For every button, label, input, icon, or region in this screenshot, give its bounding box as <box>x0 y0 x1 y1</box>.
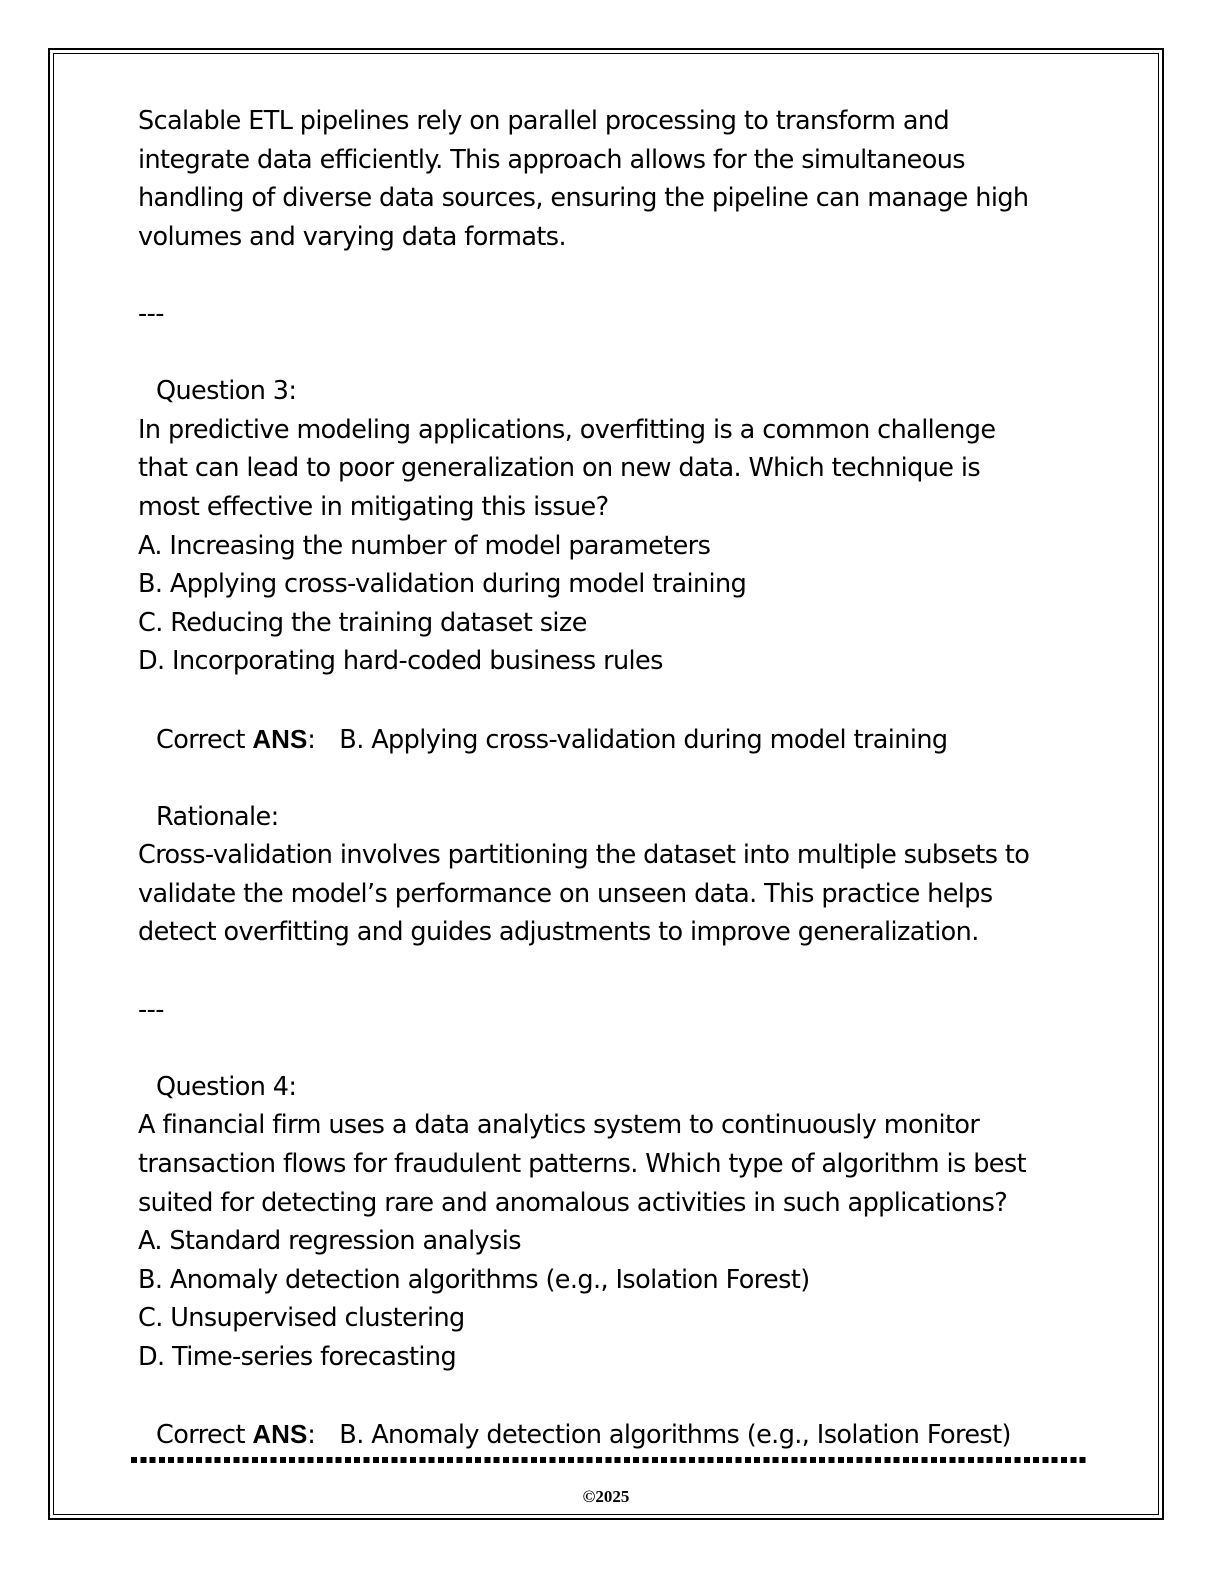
question-4 <box>138 1068 1098 1455</box>
question-3 <box>138 372 1098 952</box>
option-d: D. Time-series forecasting <box>138 1342 457 1372</box>
answer-colon: : <box>307 1420 316 1451</box>
page-border <box>48 48 1164 1520</box>
copyright-footer: ©2025 <box>582 1487 630 1506</box>
answer-value: B. Anomaly detection algorithms (e.g., Isolation Forest) <box>339 1420 1011 1451</box>
page-border-inner <box>53 53 1159 1515</box>
option-c: C. Unsupervised clustering <box>138 1303 465 1334</box>
previous-rationale <box>138 102 1098 256</box>
answer-prefix: Correct <box>156 1420 253 1451</box>
answer-colon: : <box>307 724 316 755</box>
question-stem-line: transaction flows for fraudulent patterns. Which type of algorithm is best <box>138 1149 1026 1180</box>
option-a: A. Increasing the number of model parameters <box>138 530 711 561</box>
rationale-line: detect overfitting and guides adjustments to improve generalization. <box>138 917 979 948</box>
option-d: D. Incorporating hard-coded business rules <box>138 646 663 677</box>
answer-label: ANS <box>252 1419 308 1450</box>
answer-value: B. Applying cross-validation during model training <box>339 724 948 755</box>
option-a: A. Standard regression analysis <box>138 1226 521 1257</box>
dotted-divider <box>131 1457 1089 1463</box>
correct-answer <box>138 720 1098 760</box>
text-line: volumes and varying data formats. <box>138 221 566 252</box>
text-line: handling of diverse data sources, ensuring the pipeline can manage high <box>138 183 1029 214</box>
question-heading: Question 4: <box>156 1071 297 1102</box>
question-stem-line: In predictive modeling applications, overfitting is a common challenge <box>138 414 996 445</box>
question-heading: Question 3: <box>156 376 297 407</box>
answer-prefix: Correct <box>156 724 253 755</box>
text-line: Scalable ETL pipelines rely on parallel processing to transform and <box>138 106 950 136</box>
rationale-heading: Rationale: <box>156 801 279 832</box>
option-b: B. Applying cross-validation during model training <box>138 569 747 600</box>
option-b: B. Anomaly detection algorithms (e.g., Isolation Forest) <box>138 1264 810 1295</box>
question-stem-line: that can lead to poor generalization on new data. Which technique is <box>138 453 981 484</box>
option-c: C. Reducing the training dataset size <box>138 607 587 638</box>
text-line: integrate data efficiently. This approach allows for the simultaneous <box>138 144 965 175</box>
rationale-line: validate the model’s performance on unseen data. This practice helps <box>138 878 993 909</box>
document-body <box>138 102 1098 1455</box>
question-stem-line: most effective in mitigating this issue? <box>138 491 609 522</box>
answer-label: ANS <box>252 723 308 754</box>
question-stem-line: suited for detecting rare and anomalous activities in such applications? <box>138 1187 1008 1218</box>
question-stem-line: A financial firm uses a data analytics system to continuously monitor <box>138 1110 980 1141</box>
correct-answer <box>138 1415 1098 1455</box>
section-separator: --- <box>138 994 164 1025</box>
section-separator: --- <box>138 298 164 329</box>
rationale-line: Cross-validation involves partitioning the dataset into multiple subsets to <box>138 840 1030 871</box>
